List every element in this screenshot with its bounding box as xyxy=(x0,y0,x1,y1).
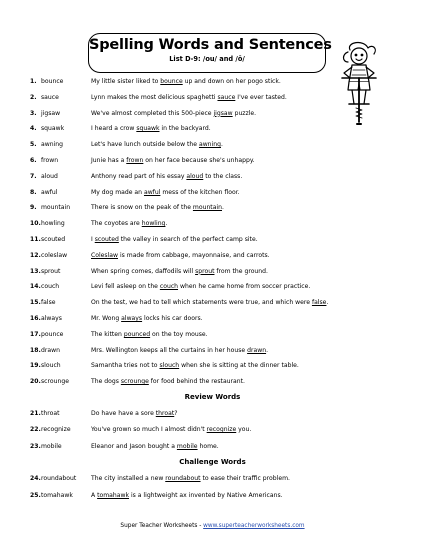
sentence-end: when he came home from soccer practice. xyxy=(178,283,311,291)
spelling-word: scouted xyxy=(41,236,66,243)
spelling-word: false xyxy=(41,299,56,307)
example-sentence xyxy=(91,234,258,246)
sentence-start: The coyotes are xyxy=(91,220,142,228)
underlined-word: false xyxy=(311,299,327,307)
item-number: 17. xyxy=(30,330,41,338)
list-item xyxy=(30,92,390,104)
spelling-word: howling xyxy=(41,220,65,228)
title-box xyxy=(88,33,332,73)
underlined-word: drawn xyxy=(247,346,267,354)
underlined-word: aloud xyxy=(186,172,204,180)
spelling-word: mobile xyxy=(41,442,62,450)
spelling-word: drawn xyxy=(41,346,60,354)
list-item xyxy=(30,376,390,388)
sentence-end: when she is sitting at the dinner table. xyxy=(179,362,299,370)
underlined-word: jigsaw xyxy=(213,109,233,117)
item-number: 3. xyxy=(30,109,37,117)
underlined-word: mobile xyxy=(176,442,198,450)
spelling-word: frown xyxy=(41,157,59,164)
spelling-word: couch xyxy=(41,283,60,291)
list-item xyxy=(30,139,390,151)
sentence-start: Lynn makes the most delicious spaghetti xyxy=(91,93,218,101)
list-item xyxy=(30,329,390,341)
example-sentence xyxy=(91,76,281,88)
spelling-word: slouch xyxy=(41,362,61,370)
item-number: 8. xyxy=(30,188,37,196)
underlined-word: sauce xyxy=(217,93,236,101)
item-number: 20. xyxy=(30,378,41,386)
sentence-start: There is snow on the peak of the xyxy=(91,204,193,212)
sentence-start: On the test, we had to tell which statements were true, and which were xyxy=(91,299,312,307)
example-sentence xyxy=(91,202,224,214)
item-number: 16. xyxy=(30,315,41,322)
list-item xyxy=(30,155,390,167)
sentence-start: You've grown so much I almost didn't xyxy=(91,426,207,434)
spelling-word: awful xyxy=(41,188,58,196)
review-words-heading: Review Words xyxy=(184,393,241,401)
spelling-word: mountain xyxy=(41,204,71,212)
item-number: 13. xyxy=(30,267,41,275)
underlined-word: slouch xyxy=(159,362,180,370)
sentence-end: from the ground. xyxy=(214,267,268,275)
underlined-word: mountain xyxy=(192,204,222,212)
spelling-word: throat xyxy=(41,410,60,417)
item-number: 21. xyxy=(30,410,41,417)
example-sentence xyxy=(91,408,178,420)
sentence-start: The kitten xyxy=(91,330,124,338)
spelling-word: pounce xyxy=(41,330,64,338)
item-number: 24. xyxy=(30,475,41,482)
list-item xyxy=(30,76,390,88)
challenge-words-heading: Challenge Words xyxy=(179,458,246,466)
underlined-word: frown xyxy=(126,157,144,164)
sentence-end: . xyxy=(222,204,224,212)
example-sentence xyxy=(91,266,268,278)
item-number: 22. xyxy=(30,426,41,434)
sentence-end: home. xyxy=(197,442,219,450)
sentence-start: My dog made an xyxy=(91,188,144,196)
spelling-word: scrounge xyxy=(41,378,69,386)
underlined-word: Coleslaw xyxy=(91,251,119,259)
list-item xyxy=(30,250,390,262)
footer xyxy=(0,523,425,529)
sentence-start: Samantha tries not to xyxy=(91,362,160,370)
page-title: Spelling Words and Sentences xyxy=(89,37,332,53)
example-sentence xyxy=(91,92,287,104)
example-sentence xyxy=(91,313,203,325)
list-item xyxy=(30,108,390,120)
sentence-start: Anthony read part of his essay xyxy=(91,172,187,180)
sentence-end: up and down on her pogo stick. xyxy=(182,78,281,85)
underlined-word: awful xyxy=(143,188,161,196)
underlined-word: scouted xyxy=(94,236,119,243)
example-sentence xyxy=(91,281,310,293)
list-item xyxy=(30,266,390,278)
item-number: 7. xyxy=(30,172,37,180)
list-item xyxy=(30,473,390,485)
item-number: 1. xyxy=(30,78,37,85)
spelling-word: sauce xyxy=(41,93,59,101)
underlined-word: scrounge xyxy=(120,378,149,386)
spelling-word: tomahawk xyxy=(41,491,73,499)
sentence-end: on the toy mouse. xyxy=(150,330,208,338)
sentence-end: locks his car doors. xyxy=(142,315,203,322)
sentence-end: to the class. xyxy=(203,172,243,180)
item-number: 4. xyxy=(30,125,37,133)
item-number: 11. xyxy=(30,236,41,243)
list-item xyxy=(30,171,390,183)
underlined-word: sprout xyxy=(195,267,215,275)
item-number: 18. xyxy=(30,346,41,354)
item-number: 2. xyxy=(30,93,37,101)
list-subtitle: List D-9: /ou/ and /ō/ xyxy=(169,55,245,63)
sentence-end: . xyxy=(220,141,223,149)
item-number: 14. xyxy=(30,283,41,291)
item-number: 9. xyxy=(30,204,37,212)
example-sentence xyxy=(91,108,256,120)
list-item xyxy=(30,297,390,309)
spelling-word: coleslaw xyxy=(41,251,68,259)
sentence-end: I've ever tasted. xyxy=(235,93,287,101)
example-sentence xyxy=(91,424,251,436)
list-item xyxy=(30,234,390,246)
list-item xyxy=(30,218,390,230)
sentence-end: puzzle. xyxy=(232,109,257,117)
sentence-end: to ease their traffic problem. xyxy=(200,475,290,482)
item-number: 6. xyxy=(30,157,37,164)
example-sentence xyxy=(91,187,240,199)
example-sentence xyxy=(91,490,283,502)
underlined-word: throat xyxy=(155,410,175,417)
sentence-end: on her face because she's unhappy. xyxy=(143,157,255,164)
underlined-word: tomahawk xyxy=(97,491,130,499)
underlined-word: pounced xyxy=(123,330,151,338)
sentence-end: . xyxy=(266,346,269,354)
underlined-word: couch xyxy=(159,283,179,291)
footer-link[interactable]: www.superteacherworksheets.com xyxy=(203,523,305,529)
list-item xyxy=(30,490,390,502)
example-sentence xyxy=(91,297,328,309)
sentence-start: Do have have a sore xyxy=(91,410,156,417)
underlined-word: howling xyxy=(141,220,166,228)
sentence-end: is made from cabbage, mayonnaise, and carrots. xyxy=(118,251,270,259)
sentence-start: Mrs. Wellington keeps all the curtains in her house xyxy=(91,346,248,354)
list-item xyxy=(30,313,390,325)
example-sentence xyxy=(91,329,208,341)
spelling-word: squawk xyxy=(41,125,65,133)
sentence-start: When spring comes, daffodils will xyxy=(91,267,196,275)
item-number: 5. xyxy=(30,141,37,149)
underlined-word: recognize xyxy=(206,426,237,434)
spelling-word: always xyxy=(41,315,62,322)
example-sentence xyxy=(91,360,299,372)
spelling-word: bounce xyxy=(41,78,64,85)
example-sentence xyxy=(91,139,223,151)
item-number: 25. xyxy=(30,491,41,499)
sentence-start: Junie has a xyxy=(91,157,127,164)
sentence-start: I heard a crow xyxy=(91,125,137,133)
list-item xyxy=(30,424,390,436)
underlined-word: always xyxy=(121,315,143,322)
sentence-end: for food behind the restaurant. xyxy=(148,378,245,386)
spelling-word: recognize xyxy=(41,426,71,434)
sentence-end: you. xyxy=(236,426,252,434)
example-sentence xyxy=(91,473,290,485)
list-item xyxy=(30,441,390,453)
footer-text: Super Teacher Worksheets - xyxy=(120,523,204,529)
item-number: 12. xyxy=(30,251,41,259)
sentence-end: ? xyxy=(174,410,178,417)
list-item xyxy=(30,345,390,357)
sentence-start: Levi fell asleep on the xyxy=(91,283,160,291)
sentence-start: Eleanor and Jason bought a xyxy=(91,442,177,450)
list-item xyxy=(30,360,390,372)
example-sentence xyxy=(91,250,270,262)
sentence-end: in the backyard. xyxy=(159,125,211,133)
spelling-word: awning xyxy=(41,141,64,149)
sentence-end: . xyxy=(165,220,168,228)
example-sentence xyxy=(91,441,219,453)
list-item xyxy=(30,202,390,214)
spelling-word: sprout xyxy=(41,267,61,275)
example-sentence xyxy=(91,218,167,230)
underlined-word: awning xyxy=(198,141,221,149)
sentence-start: I xyxy=(91,236,95,243)
spelling-word: aloud xyxy=(41,172,58,180)
list-item xyxy=(30,187,390,199)
example-sentence xyxy=(91,345,268,357)
sentence-end: is a lightweight ax invented by Native Americans. xyxy=(129,491,283,499)
example-sentence xyxy=(91,155,255,167)
list-item xyxy=(30,281,390,293)
sentence-end: . xyxy=(326,299,329,307)
underlined-word: bounce xyxy=(160,78,183,85)
list-item xyxy=(30,408,390,420)
example-sentence xyxy=(91,376,245,388)
sentence-end: the valley in search of the perfect camp site. xyxy=(118,236,258,243)
sentence-start: A xyxy=(91,491,98,499)
item-number: 15. xyxy=(30,299,41,307)
sentence-start: Mr. Wong xyxy=(91,315,122,322)
list-item xyxy=(30,123,390,135)
sentence-end: mess of the kitchen floor. xyxy=(160,188,240,196)
item-number: 23. xyxy=(30,442,41,450)
sentence-start: We've almost completed this 500-piece xyxy=(91,109,214,117)
sentence-start: The city installed a new xyxy=(91,475,166,482)
item-number: 10. xyxy=(30,220,41,228)
sentence-start: The dogs xyxy=(91,378,121,386)
sentence-start: Let's have lunch outside below the xyxy=(91,141,199,149)
underlined-word: squawk xyxy=(136,125,160,133)
example-sentence xyxy=(91,123,211,135)
underlined-word: roundabout xyxy=(165,475,201,482)
spelling-word: jigsaw xyxy=(41,109,61,117)
sentence-start: My little sister liked to xyxy=(91,78,161,85)
item-number: 19. xyxy=(30,362,41,370)
example-sentence xyxy=(91,171,242,183)
spelling-word: roundabout xyxy=(41,475,77,482)
